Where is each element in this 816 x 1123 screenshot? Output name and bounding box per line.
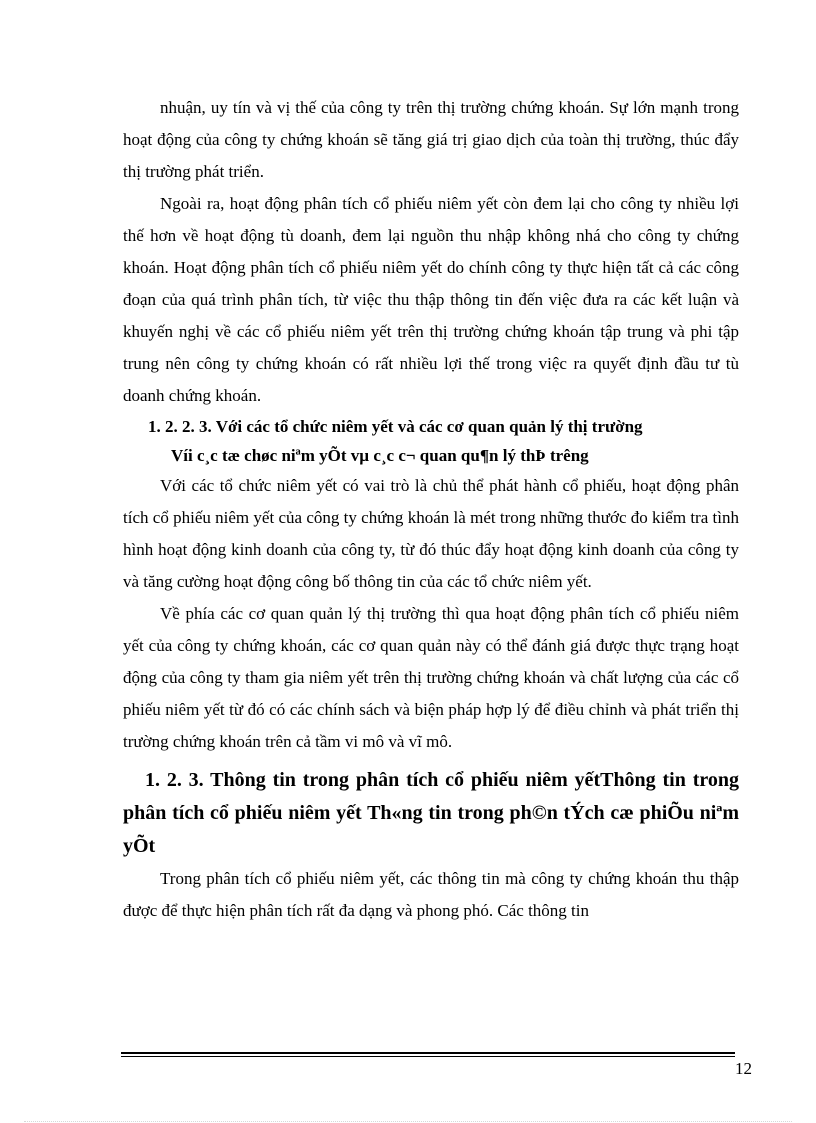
page-edge-divider (24, 1121, 792, 1122)
footer-divider (121, 1052, 735, 1057)
heading-1-2-2-3-legacy-encoding: Víi c¸c tæ chøc niªm yÕt vµ c¸c c¬ quan qu¶n lý thÞ trêng (171, 446, 589, 465)
heading-1-2-2-3: 1. 2. 2. 3. Với các tổ chức niêm yết và các cơ quan quản lý thị trường (148, 417, 643, 436)
paragraph-1: nhuận, uy tín và vị thế của công ty trên thị trường chứng khoán. Sự lớn mạnh trong hoạt động của công ty chứng khoán sẽ tăng giá trị giao dịch của toàn thị trường, thúc đẩy thị trường phát triển. (123, 98, 739, 181)
paragraph-3: Với các tổ chức niêm yết có vai trò là chủ thể phát hành cổ phiếu, hoạt động phân tích cổ phiếu niêm yết của công ty chứng khoán là mét trong những thước đo kiểm tra tình hình hoạt động kinh doanh của công ty, từ đó thúc đẩy hoạt động kinh doanh của công ty và tăng cường hoạt động công bố thông tin của các tổ chức niêm yết. (123, 476, 739, 591)
paragraph-2: Ngoài ra, hoạt động phân tích cổ phiếu niêm yết còn đem lại cho công ty nhiều lợi thế hơn về hoạt động tù doanh, đem lại nguồn thu nhập không nhá cho công ty chứng khoán. Hoạt động phân tích cổ phiếu niêm yết do chính công ty thực hiện tất cả các công đoạn của quá trình phân tích, từ việc thu thập thông tin đến việc đưa ra các kết luận và khuyến nghị về các cổ phiếu niêm yết trên thị trường chứng khoán tập trung và phi tập trung nên công ty chứng khoán có rất nhiều lợi thế trong việc ra quyết định đầu tư tù doanh chứng khoán. (123, 194, 739, 405)
heading-1-2-3: 1. 2. 3. Thông tin trong phân tích cổ phiếu niêm yếtThông tin trong phân tích cổ phiếu niêm yết Th«ng tin trong ph©n tÝch cæ phiÕu niªm yÕt (123, 769, 739, 857)
page-body (123, 92, 739, 927)
paragraph-5: Trong phân tích cổ phiếu niêm yết, các thông tin mà công ty chứng khoán thu thập được để thực hiện phân tích rất đa dạng và phong phó. Các thông tin (123, 869, 739, 920)
page-number: 12 (735, 1059, 752, 1078)
paragraph-4: Về phía các cơ quan quản lý thị trường thì qua hoạt động phân tích cổ phiếu niêm yết của công ty chứng khoán, các cơ quan quản này có thể đánh giá được thực trạng hoạt động của công ty tham gia niêm yết trên thị trường chứng khoán và chất lượng của các cổ phiếu niêm yết từ đó có các chính sách và biện pháp hợp lý để điều chỉnh và phát triển thị trường chứng khoán trên cả tầm vi mô và vĩ mô. (123, 604, 739, 751)
